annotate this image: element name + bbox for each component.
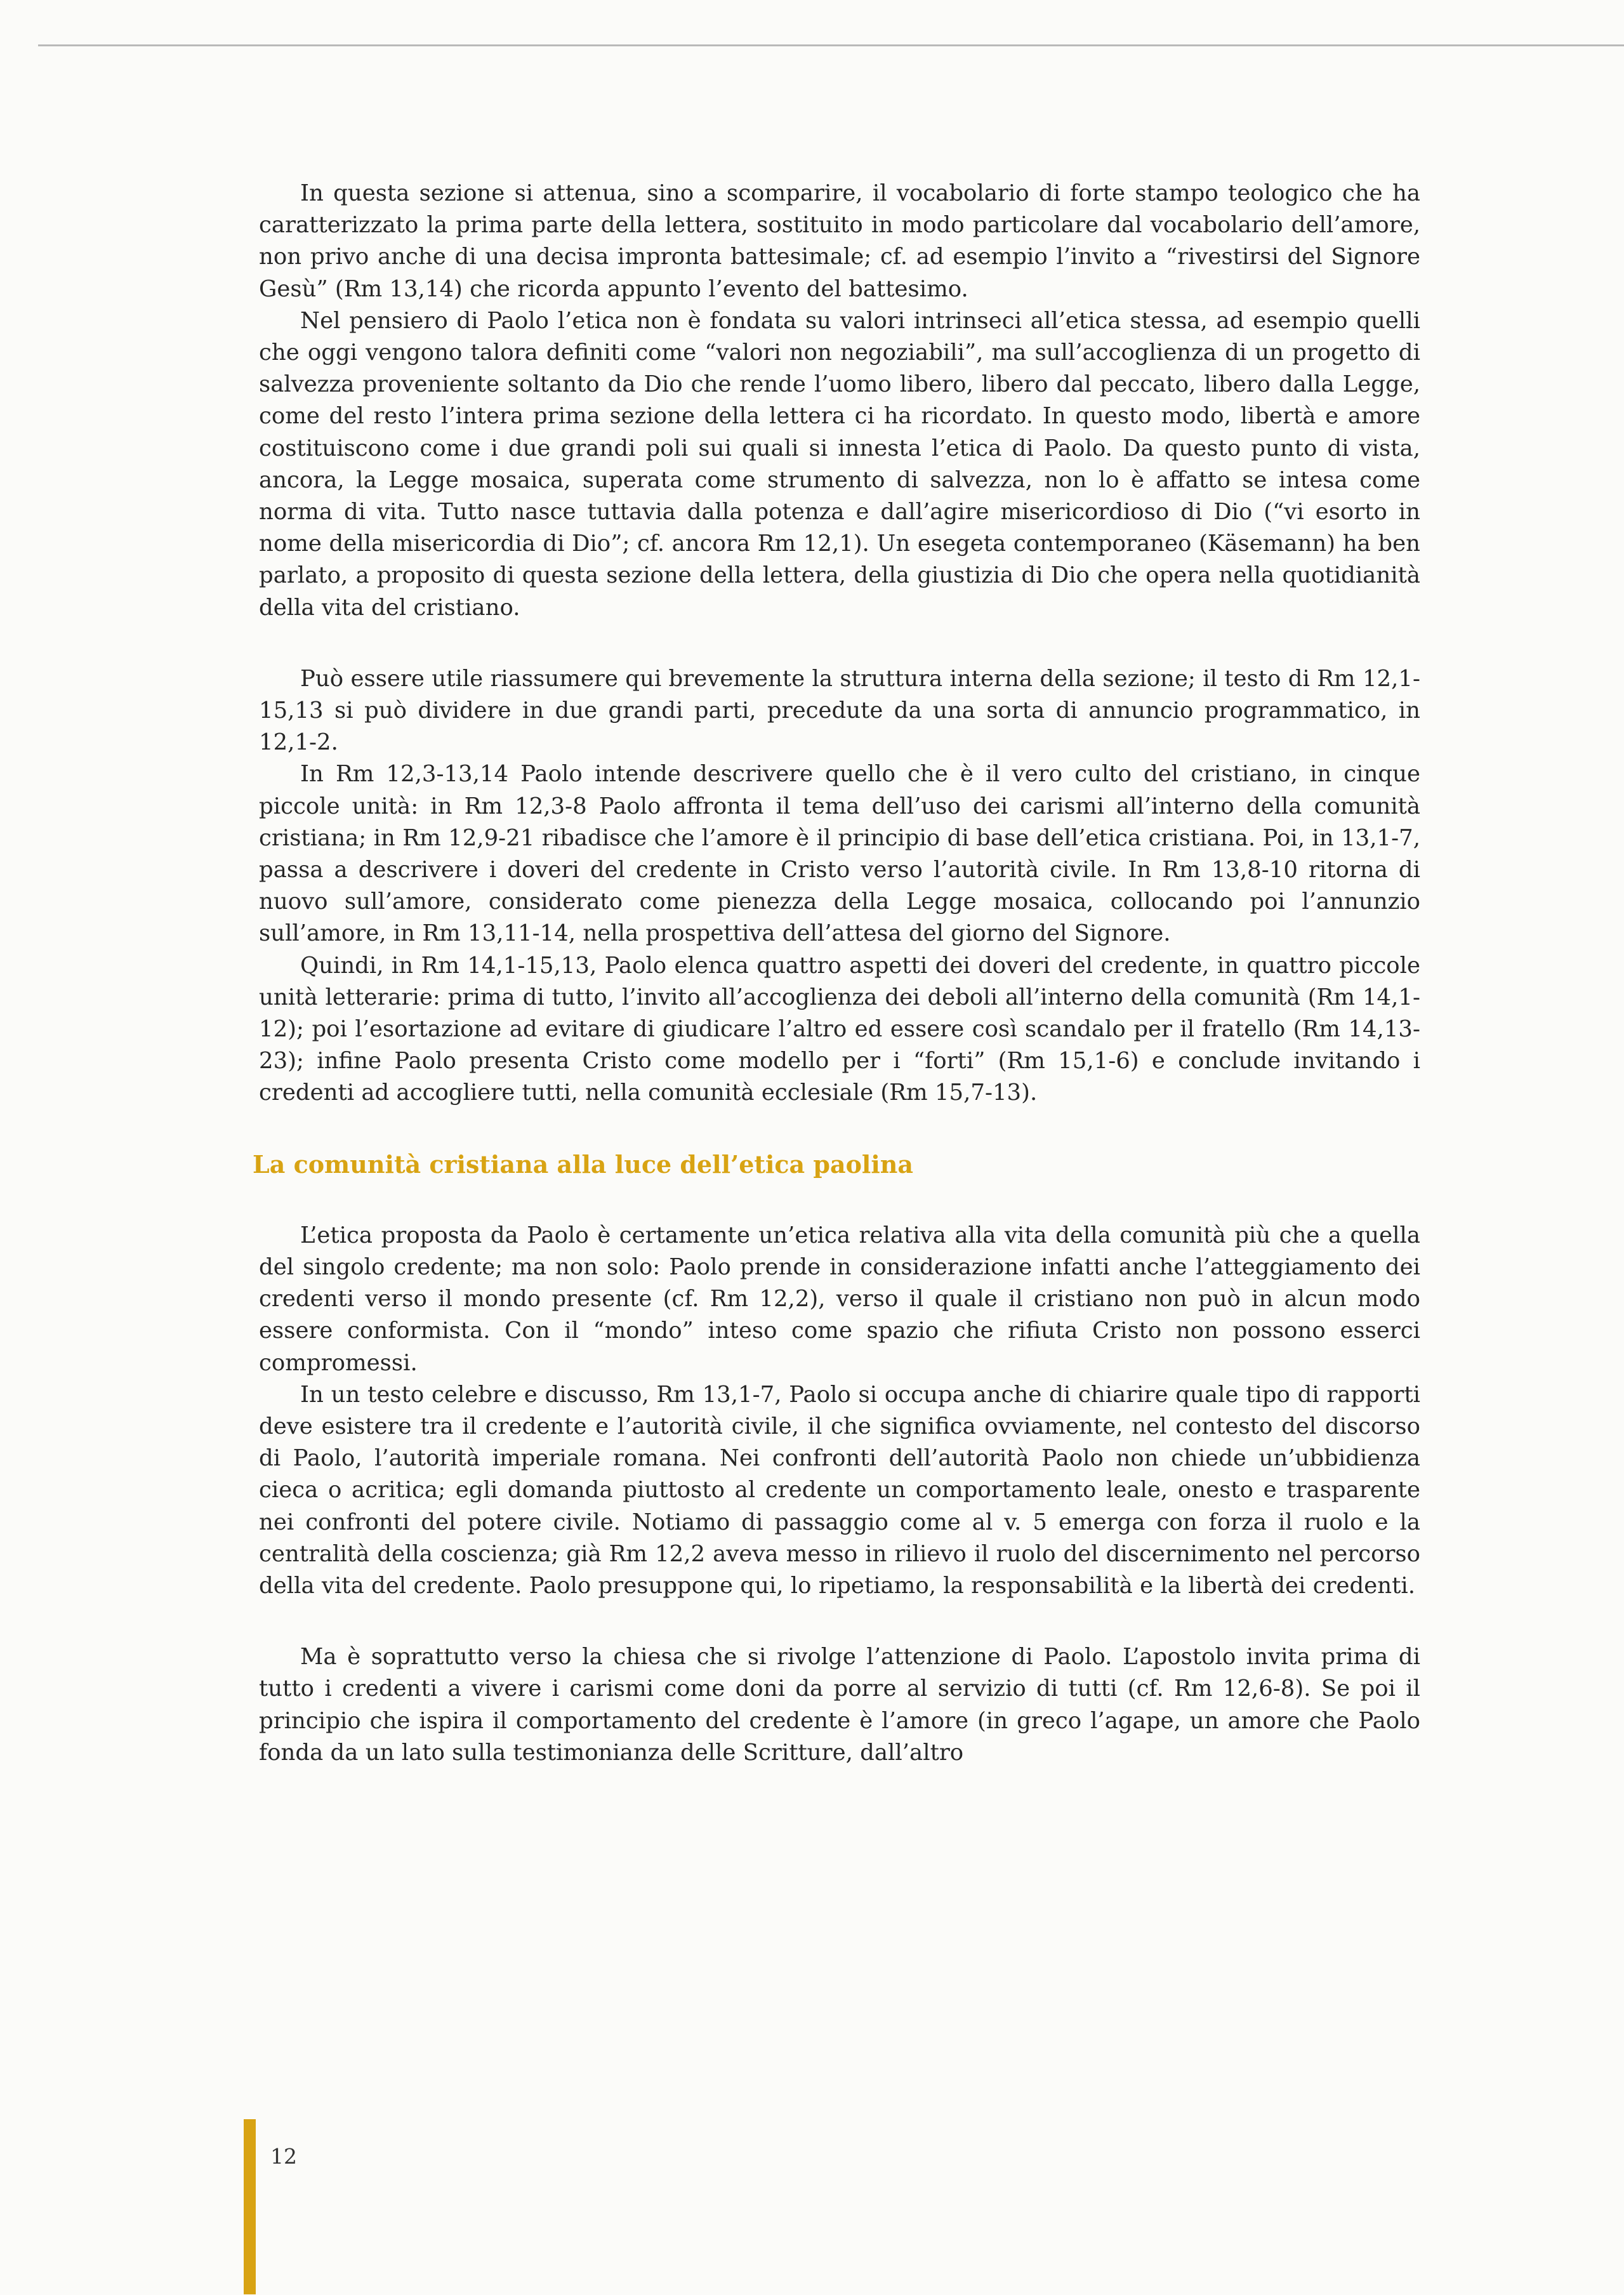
paragraph-4: In Rm 12,3-13,14 Paolo intende descrivere quello che è il vero culto del cristiano, in cinque piccole unità: in Rm 12,3-8 Paolo affronta il tema dell’uso dei carismi all’interno della comunità cristiana; in Rm 12,9-21 ribadisce che l’amore è il principio di base dell’etica cristiana. Poi, in 13,1-7, passa a descrivere i doveri del credente in Cristo verso l’autorità civile. In Rm 13,8-10 ritorna di nuovo sull’amore, considerato come pienezza della Legge mosaica, collocando poi l’annunzio sull’amore, in Rm 13,11-14, nella prospettiva dell’attesa del giorno del Signore. [259, 761, 1420, 947]
paragraph-7: In un testo celebre e discusso, Rm 13,1-7, Paolo si occupa anche di chiarire quale tipo di rapporti deve esistere tra il credente e l’autorità civile, il che significa ovviamente, nel contesto del discorso di Paolo, l’autorità imperiale romana. Nei confronti dell’autorità Paolo non chiede un’ubbidienza cieca o acritica; egli domanda piuttosto al credente un comportamento leale, onesto e trasparente nei confronti del potere civile. Notiamo di passaggio come al v. 5 emerga con forza il ruolo e la centralità della coscienza; già Rm 12,2 aveva messo in rilievo il ruolo del discernimento nel percorso della vita del credente. Paolo presuppone qui, lo ripetiamo, la responsabilità e la libertà dei credenti. [259, 1381, 1420, 1599]
text-column [253, 178, 1420, 1769]
paragraph-5: Quindi, in Rm 14,1-15,13, Paolo elenca quattro aspetti dei doveri del credente, in quattro piccole unità letterarie: prima di tutto, l’invito all’accoglienza dei deboli all’interno della comunità (Rm 14,1-12); poi l’esortazione ad evitare di giudicare l’altro ed essere così scandalo per il fratello (Rm 14,13-23); infine Paolo presenta Cristo come modello per i “forti” (Rm 15,1-6) e conclude invitando i credenti ad accogliere tutti, nella comunità ecclesiale (Rm 15,7-13). [259, 952, 1420, 1106]
section-heading: La comunità cristiana alla luce dell’etica paolina [253, 1149, 914, 1179]
page-edge-line [38, 44, 1624, 46]
paragraph-2: Nel pensiero di Paolo l’etica non è fondata su valori intrinseci all’etica stessa, ad esempio quelli che oggi vengono talora definiti come “valori non negoziabili”, ma sull’accoglienza di un progetto di salvezza proveniente soltanto da Dio che rende l’uomo libero, libero dal peccato, libero dalla Legge, come del resto l’intera prima sezione della lettera ci ha ricordato. In questo modo, libertà e amore costituiscono come i due grandi poli sui quali si innesta l’etica di Paolo. Da questo punto di vista, ancora, la Legge mosaica, superata come strumento di salvezza, non lo è affatto se intesa come norma di vita. Tutto nasce tuttavia dalla potenza e dall’agire misericordioso di Dio (“vi esorto in nome della misericordia di Dio”; cf. ancora Rm 12,1). Un esegeta contemporaneo (Käsemann) ha ben parlato, a proposito di questa sezione della lettera, della giustizia di Dio che opera nella quotidianità della vita del cristiano. [259, 307, 1420, 621]
paragraph-1: In questa sezione si attenua, sino a scomparire, il vocabolario di forte stampo teologico che ha caratterizzato la prima parte della lettera, sostituito in modo particolare dal vocabolario dell’amore, non privo anche di una decisa impronta battesimale; cf. ad esempio l’invito a “rivestirsi del Signore Gesù” (Rm 13,14) che ricorda appunto l’evento del battesimo. [259, 180, 1420, 302]
page-number: 12 [270, 2144, 297, 2169]
paragraph-8: Ma è soprattutto verso la chiesa che si rivolge l’attenzione di Paolo. L’apostolo invita prima di tutto i credenti a vivere i carismi come doni da porre al servizio di tutti (cf. Rm 12,6-8). Se poi il principio che ispira il comportamento del credente è l’amore (in greco l’agape, un amore che Paolo fonda da un lato sulla testimonianza delle Scritture, dall’altro [259, 1644, 1420, 1766]
footer-accent-bar [244, 2119, 256, 2294]
paragraph-3: Può essere utile riassumere qui brevemente la struttura interna della sezione; il testo di Rm 12,1-15,13 si può dividere in due grandi parti, precedute da una sorta di annuncio programmatico, in 12,1-2. [259, 665, 1420, 756]
paragraph-6: L’etica proposta da Paolo è certamente un’etica relativa alla vita della comunità più che a quella del singolo credente; ma non solo: Paolo prende in considerazione infatti anche l’atteggiamento dei credenti verso il mondo presente (cf. Rm 12,2), verso il quale il cristiano non può in alcun modo essere conformista. Con il “mondo” inteso come spazio che rifiuta Cristo non possono esserci compromessi. [259, 1222, 1420, 1376]
